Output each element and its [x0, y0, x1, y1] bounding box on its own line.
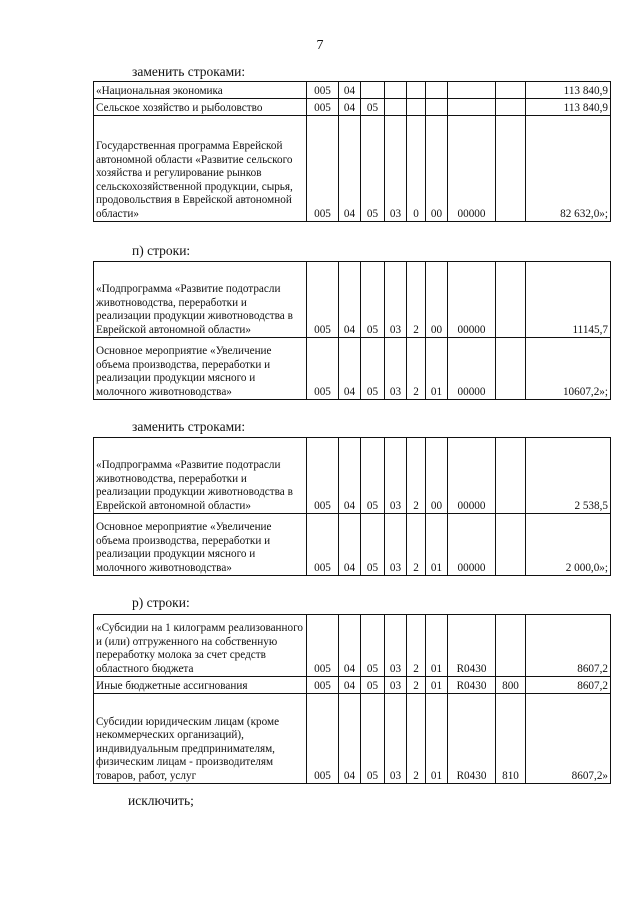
- program-code: 03: [385, 438, 407, 514]
- direction-code: 00000: [448, 338, 496, 400]
- direction-code: [448, 99, 496, 116]
- rz-code: 04: [339, 438, 361, 514]
- row-name: Субсидии юридическим лицам (кроме некоммерческих организаций), индивидуальным предпринимателям, физическим лицам - производителям товаров, работ, услуг: [94, 694, 307, 784]
- table-row: [94, 694, 611, 784]
- subprogram-code: 0: [407, 116, 426, 222]
- event-code: 00: [426, 438, 448, 514]
- event-code: [426, 99, 448, 116]
- pr-code: [361, 82, 385, 99]
- rz-code: 04: [339, 82, 361, 99]
- rz-code: 04: [339, 694, 361, 784]
- rz-code: 04: [339, 677, 361, 694]
- table-row: [94, 99, 611, 116]
- program-code: 03: [385, 262, 407, 338]
- ved-code: 005: [307, 677, 339, 694]
- event-code: 00: [426, 116, 448, 222]
- table-row: [94, 514, 611, 576]
- amount: 11145,7: [526, 262, 611, 338]
- event-code: 01: [426, 338, 448, 400]
- amount: 113 840,9: [526, 99, 611, 116]
- event-code: [426, 82, 448, 99]
- budget-table: [93, 261, 611, 400]
- direction-code: 00000: [448, 438, 496, 514]
- pr-code: 05: [361, 438, 385, 514]
- ved-code: 005: [307, 99, 339, 116]
- vr-code: [496, 262, 526, 338]
- table-row: [94, 262, 611, 338]
- vr-code: [496, 116, 526, 222]
- amount: 113 840,9: [526, 82, 611, 99]
- table-row: [94, 82, 611, 99]
- budget-table: [93, 81, 611, 222]
- rz-code: 04: [339, 99, 361, 116]
- amount: 10607,2»;: [526, 338, 611, 400]
- subprogram-code: 2: [407, 615, 426, 677]
- subprogram-code: [407, 82, 426, 99]
- pr-code: 05: [361, 514, 385, 576]
- ved-code: 005: [307, 615, 339, 677]
- amount: 8607,2: [526, 615, 611, 677]
- rz-code: 04: [339, 615, 361, 677]
- vr-code: [496, 438, 526, 514]
- program-code: 03: [385, 338, 407, 400]
- pr-code: 05: [361, 615, 385, 677]
- event-code: 01: [426, 514, 448, 576]
- ved-code: 005: [307, 82, 339, 99]
- subprogram-code: 2: [407, 438, 426, 514]
- rz-code: 04: [339, 338, 361, 400]
- program-code: 03: [385, 514, 407, 576]
- direction-code: [448, 82, 496, 99]
- budget-table: [93, 614, 611, 784]
- pr-code: 05: [361, 677, 385, 694]
- ved-code: 005: [307, 338, 339, 400]
- vr-code: [496, 514, 526, 576]
- event-code: 01: [426, 694, 448, 784]
- vr-code: 800: [496, 677, 526, 694]
- direction-code: R0430: [448, 615, 496, 677]
- table-row: [94, 338, 611, 400]
- amount: 2 538,5: [526, 438, 611, 514]
- direction-code: R0430: [448, 677, 496, 694]
- vr-code: [496, 99, 526, 116]
- program-code: [385, 99, 407, 116]
- rz-code: 04: [339, 262, 361, 338]
- table-row: [94, 438, 611, 514]
- ved-code: 005: [307, 438, 339, 514]
- row-name: «Подпрограмма «Развитие подотрасли животноводства, переработки и реализации продукции животноводства в Еврейской автономной области»: [94, 438, 307, 514]
- row-name: «Подпрограмма «Развитие подотрасли животноводства, переработки и реализации продукции животноводства в Еврейской автономной области»: [94, 262, 307, 338]
- direction-code: 00000: [448, 262, 496, 338]
- row-name: Основное мероприятие «Увеличение объема производства, переработки и реализации продукции мясного и молочного животноводства»: [94, 338, 307, 400]
- row-name: «Субсидии на 1 килограмм реализованного и (или) отгруженного на собственную переработку молока за счет средств областного бюджета: [94, 615, 307, 677]
- ved-code: 005: [307, 694, 339, 784]
- page-number: 7: [316, 38, 324, 53]
- ved-code: 005: [307, 514, 339, 576]
- subprogram-code: 2: [407, 262, 426, 338]
- program-code: [385, 82, 407, 99]
- subprogram-code: 2: [407, 338, 426, 400]
- vr-code: [496, 615, 526, 677]
- amount: 8607,2»: [526, 694, 611, 784]
- table-row: [94, 677, 611, 694]
- program-code: 03: [385, 116, 407, 222]
- row-name: Иные бюджетные ассигнования: [94, 677, 307, 694]
- rz-code: 04: [339, 116, 361, 222]
- event-code: 00: [426, 262, 448, 338]
- amount: 8607,2: [526, 677, 611, 694]
- ved-code: 005: [307, 116, 339, 222]
- pr-code: 05: [361, 694, 385, 784]
- amount: 82 632,0»;: [526, 116, 611, 222]
- rz-code: 04: [339, 514, 361, 576]
- event-code: 01: [426, 615, 448, 677]
- direction-code: 00000: [448, 116, 496, 222]
- row-name: Основное мероприятие «Увеличение объема производства, переработки и реализации продукции мясного и молочного животноводства»: [94, 514, 307, 576]
- pr-code: 05: [361, 116, 385, 222]
- row-name: «Национальная экономика: [94, 82, 307, 99]
- vr-code: [496, 338, 526, 400]
- ved-code: 005: [307, 262, 339, 338]
- pr-code: 05: [361, 99, 385, 116]
- amount: 2 000,0»;: [526, 514, 611, 576]
- subprogram-code: 2: [407, 677, 426, 694]
- table-row: [94, 116, 611, 222]
- program-code: 03: [385, 694, 407, 784]
- row-name: Сельское хозяйство и рыболовство: [94, 99, 307, 116]
- section-heading: заменить строками:: [132, 419, 246, 434]
- row-name: Государственная программа Еврейской автономной области «Развитие сельского хозяйства и регулирование рынков сельскохозяйственной продукции, сырья, продовольствия в Еврейской автономной области»: [94, 116, 307, 222]
- subprogram-code: [407, 99, 426, 116]
- section-heading: п) строки:: [132, 243, 191, 258]
- subprogram-code: 2: [407, 514, 426, 576]
- vr-code: 810: [496, 694, 526, 784]
- direction-code: R0430: [448, 694, 496, 784]
- vr-code: [496, 82, 526, 99]
- direction-code: 00000: [448, 514, 496, 576]
- pr-code: 05: [361, 262, 385, 338]
- pr-code: 05: [361, 338, 385, 400]
- table-row: [94, 615, 611, 677]
- budget-table: [93, 437, 611, 576]
- program-code: 03: [385, 677, 407, 694]
- section-heading: р) строки:: [132, 595, 190, 610]
- program-code: 03: [385, 615, 407, 677]
- subprogram-code: 2: [407, 694, 426, 784]
- section-heading: заменить строками:: [132, 64, 246, 79]
- event-code: 01: [426, 677, 448, 694]
- closing-text: исключить;: [128, 793, 194, 808]
